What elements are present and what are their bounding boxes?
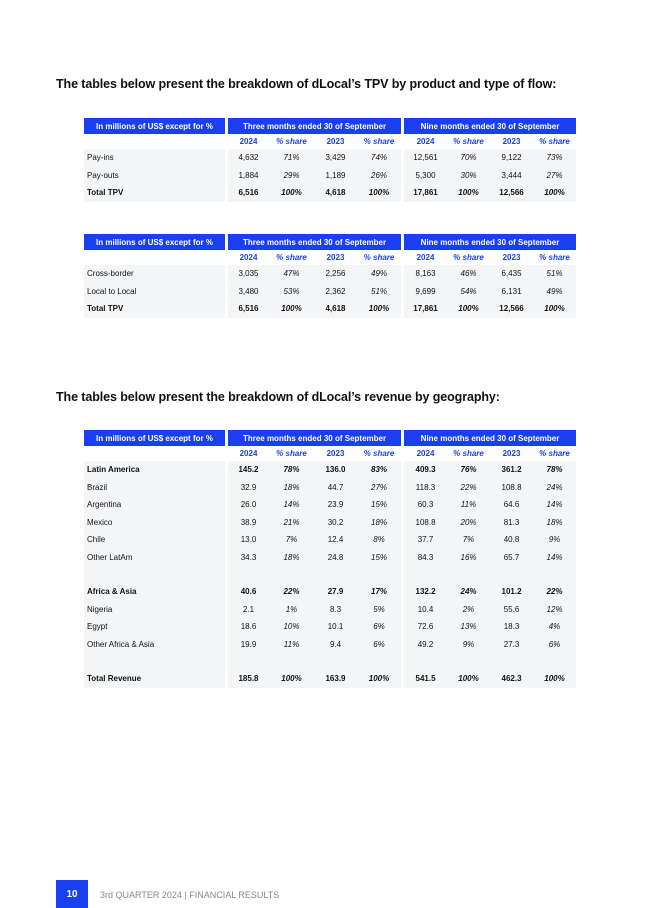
share-cell: 27% (533, 167, 576, 185)
share-cell: 14% (533, 549, 576, 567)
table-row (84, 531, 576, 549)
value-cell: 72.6 (404, 618, 447, 636)
value-cell: 10.4 (404, 601, 447, 619)
header-share: % share (357, 446, 401, 461)
table-row (84, 184, 576, 202)
value-cell: 5,300 (404, 167, 447, 185)
value-cell: 9.4 (314, 636, 357, 654)
share-cell: 100% (447, 184, 490, 202)
table-row (84, 461, 576, 479)
spacer-row (84, 566, 576, 583)
header-nine-months: Nine months ended 30 of September (404, 118, 576, 134)
footer-text: 3rd QUARTER 2024 | FINANCIAL RESULTS (100, 890, 280, 900)
share-cell: 29% (269, 167, 314, 185)
share-cell: 46% (447, 265, 490, 283)
revenue-by-geography-table (84, 430, 576, 688)
header-year-2024: 2024 (228, 134, 269, 149)
header-share: % share (447, 250, 490, 265)
value-cell: 462.3 (490, 670, 533, 688)
table-row (84, 618, 576, 636)
value-cell: 6,435 (490, 265, 533, 283)
share-cell: 17% (357, 583, 401, 601)
value-cell: 12,566 (490, 300, 533, 318)
header-year-2023: 2023 (490, 446, 533, 461)
revenue-heading: The tables below present the breakdown of dLocal’s revenue by geography: (56, 390, 500, 404)
value-cell: 26.0 (228, 496, 269, 514)
header-year-2023: 2023 (490, 134, 533, 149)
row-label: Pay-outs (84, 167, 225, 185)
share-cell: 30% (447, 167, 490, 185)
header-label: In millions of US$ except for % (84, 118, 225, 134)
share-cell: 6% (357, 636, 401, 654)
header-year-2024: 2024 (228, 250, 269, 265)
value-cell: 6,131 (490, 283, 533, 301)
share-cell: 21% (269, 514, 314, 532)
share-cell: 22% (447, 479, 490, 497)
share-cell: 15% (357, 496, 401, 514)
share-cell: 47% (269, 265, 314, 283)
share-cell: 49% (533, 283, 576, 301)
row-label: Local to Local (84, 283, 225, 301)
header-share: % share (269, 446, 314, 461)
share-cell: 18% (269, 479, 314, 497)
share-cell: 1% (269, 601, 314, 619)
value-cell: 49.2 (404, 636, 447, 654)
share-cell: 100% (269, 184, 314, 202)
value-cell: 2,362 (314, 283, 357, 301)
value-cell: 3,429 (314, 149, 357, 167)
header-share: % share (533, 446, 576, 461)
value-cell: 10.1 (314, 618, 357, 636)
tpv-by-type-table (84, 234, 576, 318)
share-cell: 73% (533, 149, 576, 167)
value-cell: 17,861 (404, 300, 447, 318)
share-cell: 6% (357, 618, 401, 636)
header-share: % share (357, 250, 401, 265)
table-row (84, 670, 576, 688)
table-row (84, 583, 576, 601)
value-cell: 4,618 (314, 184, 357, 202)
value-cell: 136.0 (314, 461, 357, 479)
value-cell: 163.9 (314, 670, 357, 688)
row-label: Pay-ins (84, 149, 225, 167)
header-year-2023: 2023 (314, 446, 357, 461)
share-cell: 7% (447, 531, 490, 549)
share-cell: 8% (357, 531, 401, 549)
header-year-2023: 2023 (490, 250, 533, 265)
value-cell: 6,516 (228, 300, 269, 318)
share-cell: 18% (357, 514, 401, 532)
share-cell: 51% (533, 265, 576, 283)
value-cell: 64.6 (490, 496, 533, 514)
header-share: % share (269, 134, 314, 149)
header-share: % share (447, 446, 490, 461)
value-cell: 3,444 (490, 167, 533, 185)
header-year-2023: 2023 (314, 134, 357, 149)
value-cell: 60.3 (404, 496, 447, 514)
row-label: Africa & Asia (84, 583, 225, 601)
value-cell: 32.9 (228, 479, 269, 497)
value-cell: 132.2 (404, 583, 447, 601)
value-cell: 81.3 (490, 514, 533, 532)
value-cell: 18.6 (228, 618, 269, 636)
value-cell: 17,861 (404, 184, 447, 202)
share-cell: 2% (447, 601, 490, 619)
share-cell: 100% (533, 670, 576, 688)
header-year-2024: 2024 (228, 446, 269, 461)
header-year-2024: 2024 (404, 250, 447, 265)
row-label: Other Africa & Asia (84, 636, 225, 654)
share-cell: 26% (357, 167, 401, 185)
table-row (84, 601, 576, 619)
value-cell: 409.3 (404, 461, 447, 479)
share-cell: 76% (447, 461, 490, 479)
share-cell: 100% (447, 670, 490, 688)
share-cell: 10% (269, 618, 314, 636)
header-share: % share (533, 250, 576, 265)
header-nine-months: Nine months ended 30 of September (404, 430, 576, 446)
row-label: Total Revenue (84, 670, 225, 688)
share-cell: 100% (269, 670, 314, 688)
header-share: % share (269, 250, 314, 265)
share-cell: 18% (269, 549, 314, 567)
value-cell: 12.4 (314, 531, 357, 549)
header-three-months: Three months ended 30 of September (228, 118, 401, 134)
share-cell: 12% (533, 601, 576, 619)
value-cell: 2,256 (314, 265, 357, 283)
share-cell: 14% (533, 496, 576, 514)
value-cell: 55.6 (490, 601, 533, 619)
header-year-2024: 2024 (404, 446, 447, 461)
header-share: % share (357, 134, 401, 149)
share-cell: 9% (447, 636, 490, 654)
share-cell: 11% (447, 496, 490, 514)
row-label: Other LatAm (84, 549, 225, 567)
share-cell: 100% (357, 184, 401, 202)
value-cell: 145.2 (228, 461, 269, 479)
table-row (84, 149, 576, 167)
value-cell: 108.8 (490, 479, 533, 497)
row-label: Latin America (84, 461, 225, 479)
share-cell: 54% (447, 283, 490, 301)
value-cell: 44.7 (314, 479, 357, 497)
value-cell: 8.3 (314, 601, 357, 619)
value-cell: 8,163 (404, 265, 447, 283)
value-cell: 118.3 (404, 479, 447, 497)
share-cell: 53% (269, 283, 314, 301)
value-cell: 3,035 (228, 265, 269, 283)
header-nine-months: Nine months ended 30 of September (404, 234, 576, 250)
value-cell: 13.0 (228, 531, 269, 549)
value-cell: 38.9 (228, 514, 269, 532)
value-cell: 65.7 (490, 549, 533, 567)
header-label: In millions of US$ except for % (84, 430, 225, 446)
table-row (84, 496, 576, 514)
share-cell: 22% (269, 583, 314, 601)
row-label: Brazil (84, 479, 225, 497)
header-three-months: Three months ended 30 of September (228, 234, 401, 250)
share-cell: 70% (447, 149, 490, 167)
share-cell: 51% (357, 283, 401, 301)
page-number: 10 (56, 880, 88, 908)
value-cell: 3,480 (228, 283, 269, 301)
value-cell: 19.9 (228, 636, 269, 654)
share-cell: 27% (357, 479, 401, 497)
share-cell: 100% (533, 300, 576, 318)
row-label: Cross-border (84, 265, 225, 283)
share-cell: 22% (533, 583, 576, 601)
share-cell: 7% (269, 531, 314, 549)
row-label: Total TPV (84, 184, 225, 202)
share-cell: 6% (533, 636, 576, 654)
value-cell: 4,618 (314, 300, 357, 318)
value-cell: 40.8 (490, 531, 533, 549)
share-cell: 24% (447, 583, 490, 601)
share-cell: 13% (447, 618, 490, 636)
spacer-row (84, 653, 576, 670)
table-row (84, 265, 576, 283)
value-cell: 9,699 (404, 283, 447, 301)
share-cell: 49% (357, 265, 401, 283)
value-cell: 84.3 (404, 549, 447, 567)
row-label: Chile (84, 531, 225, 549)
share-cell: 14% (269, 496, 314, 514)
share-cell: 15% (357, 549, 401, 567)
value-cell: 1,884 (228, 167, 269, 185)
share-cell: 100% (357, 670, 401, 688)
value-cell: 185.8 (228, 670, 269, 688)
share-cell: 18% (533, 514, 576, 532)
share-cell: 5% (357, 601, 401, 619)
value-cell: 1,189 (314, 167, 357, 185)
value-cell: 12,566 (490, 184, 533, 202)
table-row (84, 549, 576, 567)
share-cell: 11% (269, 636, 314, 654)
value-cell: 27.3 (490, 636, 533, 654)
header-three-months: Three months ended 30 of September (228, 430, 401, 446)
share-cell: 4% (533, 618, 576, 636)
share-cell: 20% (447, 514, 490, 532)
row-label: Nigeria (84, 601, 225, 619)
value-cell: 27.9 (314, 583, 357, 601)
header-label: In millions of US$ except for % (84, 234, 225, 250)
share-cell: 24% (533, 479, 576, 497)
share-cell: 100% (447, 300, 490, 318)
table-row (84, 167, 576, 185)
row-label: Total TPV (84, 300, 225, 318)
value-cell: 12,561 (404, 149, 447, 167)
share-cell: 78% (269, 461, 314, 479)
share-cell: 83% (357, 461, 401, 479)
header-share: % share (533, 134, 576, 149)
share-cell: 74% (357, 149, 401, 167)
value-cell: 34.3 (228, 549, 269, 567)
value-cell: 2.1 (228, 601, 269, 619)
tpv-heading: The tables below present the breakdown of dLocal’s TPV by product and type of flow: (56, 77, 557, 91)
value-cell: 108.8 (404, 514, 447, 532)
value-cell: 18.3 (490, 618, 533, 636)
table-row (84, 479, 576, 497)
value-cell: 23.9 (314, 496, 357, 514)
value-cell: 37.7 (404, 531, 447, 549)
value-cell: 6,516 (228, 184, 269, 202)
header-year-2024: 2024 (404, 134, 447, 149)
table-row (84, 283, 576, 301)
tpv-by-flow-table (84, 118, 576, 202)
value-cell: 30.2 (314, 514, 357, 532)
header-year-2023: 2023 (314, 250, 357, 265)
value-cell: 9,122 (490, 149, 533, 167)
value-cell: 24.8 (314, 549, 357, 567)
table-row (84, 514, 576, 532)
share-cell: 78% (533, 461, 576, 479)
value-cell: 361.2 (490, 461, 533, 479)
share-cell: 16% (447, 549, 490, 567)
share-cell: 100% (357, 300, 401, 318)
share-cell: 100% (269, 300, 314, 318)
row-label: Argentina (84, 496, 225, 514)
row-label: Egypt (84, 618, 225, 636)
row-label: Mexico (84, 514, 225, 532)
share-cell: 71% (269, 149, 314, 167)
value-cell: 101.2 (490, 583, 533, 601)
table-row (84, 636, 576, 654)
share-cell: 9% (533, 531, 576, 549)
header-share: % share (447, 134, 490, 149)
table-row (84, 300, 576, 318)
value-cell: 541.5 (404, 670, 447, 688)
value-cell: 40.6 (228, 583, 269, 601)
value-cell: 4,632 (228, 149, 269, 167)
share-cell: 100% (533, 184, 576, 202)
